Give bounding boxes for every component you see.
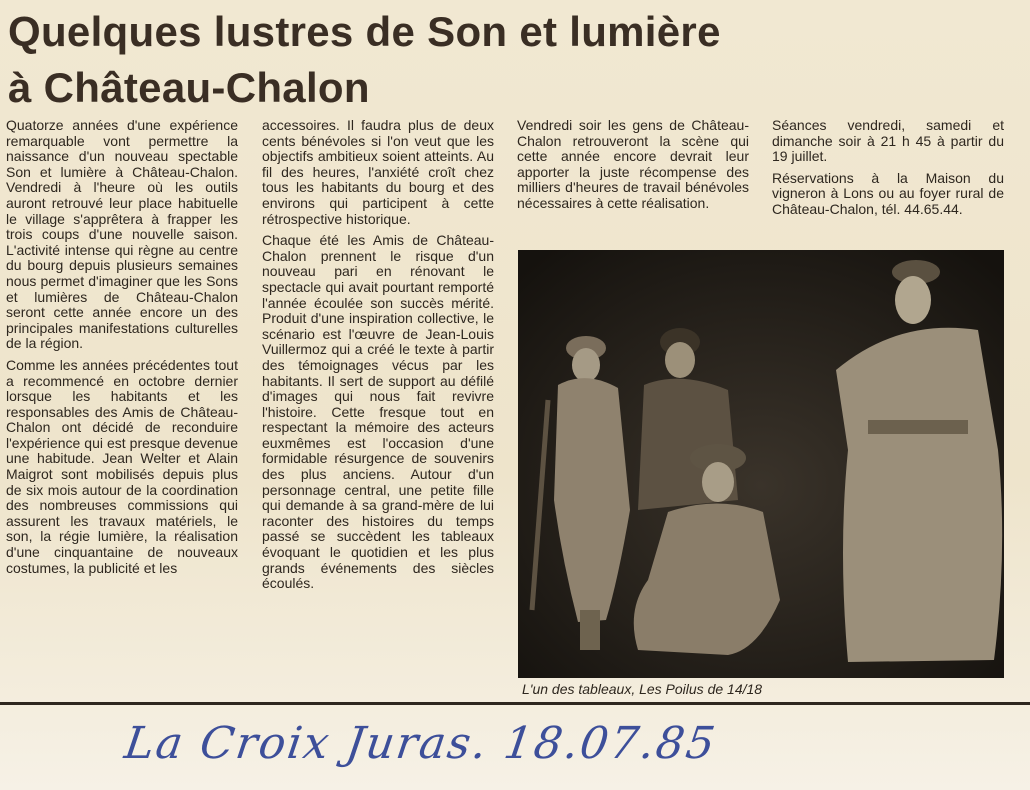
paragraph: Comme les années précédentes tout a recommencé en octobre dernier lorsque les habitants et les responsables des Amis de Château-Chalon ont décidé de reconduire l'expérience qui est presque devenue une habitude. Jean Welter et Alain Maigrot sont mobilisés depuis plus de six mois autour de la coordination des nombreuses commissions qui assurent les travaux matériels, le son, la régie lumière, la réalisation d'une cinquantaine de nouveaux costumes, la publicité et les [6, 356, 238, 576]
divider [0, 702, 1030, 705]
article-column-3 [517, 118, 749, 218]
photo-caption: L'un des tableaux, Les Poilus de 14/18 [522, 681, 763, 697]
article-column-4 [772, 118, 1004, 224]
handwritten-annotation: La Croix Juras. 18.07.85 [121, 718, 720, 769]
photo-illustration [518, 250, 1004, 678]
paragraph: Séances vendredi, samedi et dimanche soir à 21 h 45 à partir du 19 juillet. [772, 117, 1004, 165]
paragraph: Chaque été les Amis de Château-Chalon prennent le risque d'un nouveau pari en rénovant le spectacle qui avait pourtant remporté l'année écoulée son succès mérité. Produit d'une inspiration collective, le scénario est l'œuvre de Jean-Louis Vuillermoz qui a créé le texte à partir des témoignages vécus par les habitants. Il sert de support au défilé d'images qui nous fait revivre l'histoire. Cette fresque tout en respectant la mémoire des acteurs euxmêmes est l'occasion d'une formidable résurgence de souvenirs des plus anciens. Autour d'un personnage central, une petite fille qui demande à sa grand-mère de lui raconter des histoires du temps passé se succèdent les tableaux évoquant le quotidien et les plus grands événements des siècles écoulés. [262, 232, 494, 592]
article-column-1 [6, 118, 238, 582]
headline-line-2: à Château-Chalon [8, 64, 370, 111]
headline [8, 4, 721, 116]
photo-soldiers [518, 250, 1004, 678]
paragraph: Quatorze années d'une expérience remarquable vont permettre la naissance d'un nouveau spectable Son et lumière à Château-Chalon. Vendredi à l'heure où les outils auront retrouvé leur place habituelle le village s'apprêtera à frapper les trois coups d'une nouvelle saison. L'activité intense qui règne au centre du bourg depuis plusieurs semaines nous permet d'imaginer que les Sons et lumières de Château-Chalon seront cette année encore un des principales manifestations culturelles de la région. [6, 117, 238, 352]
headline-line-1: Quelques lustres de Son et lumière [8, 8, 721, 55]
paragraph: Vendredi soir les gens de Château-Chalon retrouveront la scène qui cette année encore devrait leur apporter la juste récompense des milliers d'heures de travail bénévoles nécessaires à cette réalisation. [517, 117, 749, 211]
article-column-2 [262, 118, 494, 598]
paragraph: Réservations à la Maison du vigneron à Lons ou au foyer rural de Château-Chalon, tél. 44.65.44. [772, 169, 1004, 217]
paragraph: accessoires. Il faudra plus de deux cents bénévoles si l'on veut que les objectifs ambitieux soient atteints. Au fil des heures, l'anxiété croît chez tous les habitants du bourg et des environs qui participent à cette rétrospective historique. [262, 117, 494, 227]
